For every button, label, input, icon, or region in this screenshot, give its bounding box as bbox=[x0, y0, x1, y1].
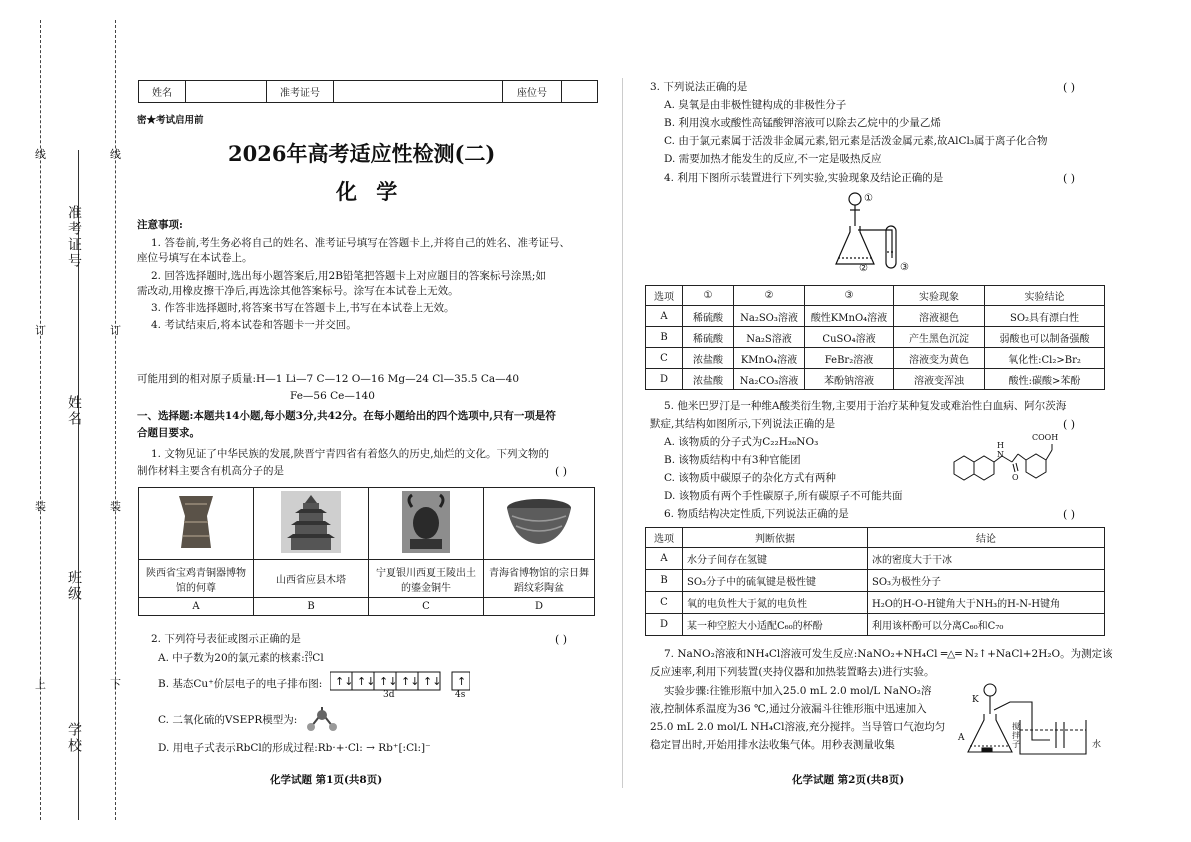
q4-col-conclusion: 实验结论 bbox=[985, 286, 1105, 306]
q1-option-a-image bbox=[139, 488, 254, 560]
cut-label-zhuang: 装 bbox=[35, 500, 46, 513]
notice-item: 4. 考试结束后,将本试卷和答题卡一并交回。 bbox=[151, 319, 357, 332]
q2-option-d-text: D. 用电子式表示RbCl的形成过程:Rb·+·Cl: → Rb⁺[:Cl:]⁻ bbox=[158, 742, 431, 754]
q6-cell: B bbox=[646, 570, 683, 592]
notice-block bbox=[137, 218, 597, 334]
cut-label-zhuang-2: 装 bbox=[110, 500, 121, 513]
q6-cell: 氧的电负性大于氮的电负性 bbox=[683, 592, 868, 614]
q5-answer-paren[interactable]: ( ) bbox=[1063, 418, 1076, 431]
tamibarotene-structure-icon bbox=[946, 432, 1076, 500]
q6-cell: 某一种空腔大小适配C₆₀的杯酚 bbox=[683, 614, 868, 636]
orbital-diagram bbox=[330, 671, 470, 707]
q7-label-a: A bbox=[958, 733, 965, 743]
q7-line-2: 反应速率,利用下列装置(夹持仪器和加热装置略去)进行实验。 bbox=[650, 666, 935, 678]
q4-cell: 稀硫酸 bbox=[683, 327, 734, 348]
q1-option-b-image bbox=[254, 488, 369, 560]
water-displacement-apparatus-icon bbox=[960, 680, 1090, 760]
orbital-diagram-svg bbox=[330, 671, 470, 703]
bronze-vessel-icon bbox=[171, 492, 221, 552]
orbital-label-3d: 3d bbox=[383, 690, 395, 700]
q6-cell: 冰的密度大于干冰 bbox=[868, 548, 1105, 570]
q4-cell: 苯酚钠溶液 bbox=[805, 369, 894, 390]
margin-field-exam-number: 准考证号 bbox=[66, 205, 82, 269]
binding-margin bbox=[0, 0, 130, 842]
header-field-exam-number: 准考证号 bbox=[267, 81, 334, 103]
q4-cell: C bbox=[646, 348, 683, 369]
q7-line-6: 稳定冒出时,开始用排水法收集气体。用秒表测量收集 bbox=[650, 739, 895, 751]
q7-line-5: 25.0 mL 2.0 mol/L NH₄Cl溶液,充分搅拌。当导管口气泡均匀 bbox=[650, 721, 946, 733]
painted-pottery-basin-icon bbox=[504, 496, 574, 548]
q4-stem: 4. 利用下图所示装置进行下列实验,实验现象及结论正确的是 bbox=[664, 172, 944, 184]
q2-stem: 2. 下列符号表征或图示正确的是 bbox=[151, 633, 301, 645]
subject-title: 化 学 bbox=[336, 179, 404, 204]
q7-apparatus bbox=[960, 680, 1090, 764]
atomic-mass-line-1: 可能用到的相对原子质量:H—1 Li—7 C—12 O—16 Mg—24 Cl—35.5 Ca—40 bbox=[137, 373, 520, 385]
notice-item: 1. 答卷前,考生务必将自己的姓名、准考证号填写在答题卡上,并将自己的姓名、准考证号、 bbox=[151, 237, 571, 250]
q4-cell: 酸性KMnO₄溶液 bbox=[805, 306, 894, 327]
notice-item: 座位号填写在本试卷上。 bbox=[137, 252, 253, 265]
q1-answer-paren[interactable]: ( ) bbox=[555, 465, 568, 478]
q4-cell: Na₂CO₃溶液 bbox=[734, 369, 805, 390]
q6-cell: 水分子间存在氢键 bbox=[683, 548, 868, 570]
q4-col-1: ① bbox=[683, 286, 734, 306]
wooden-pagoda-icon bbox=[281, 491, 341, 553]
q4-cell: 产生黑色沉淀 bbox=[894, 327, 985, 348]
q4-col-phenomenon: 实验现象 bbox=[894, 286, 985, 306]
structure-label-h: H bbox=[997, 441, 1004, 450]
page-1-footer: 化学试题 第1页(共8页) bbox=[270, 774, 383, 786]
q2-option-a bbox=[158, 651, 324, 666]
q7-label-water: 水 bbox=[1092, 740, 1102, 750]
structure-label-o: O bbox=[1012, 473, 1019, 482]
q6-cell: SO₃分子中的硫氧键是极性键 bbox=[683, 570, 868, 592]
q7-line-1: 7. NaNO₂溶液和NH₄Cl溶液可发生反应:NaNO₂+NH₄Cl ═△═ N₂↑+NaCl+2H₂O。为测定该 bbox=[664, 648, 1113, 660]
section-1-line-1: 一、选择题:本题共14小题,每小题3分,共42分。在每小题给出的四个选项中,只有一项是符 bbox=[137, 410, 556, 422]
q4-cell: 浓盐酸 bbox=[683, 369, 734, 390]
q7-line-3: 实验步骤:往锥形瓶中加入25.0 mL 2.0 mol/L NaNO₂溶 bbox=[664, 685, 932, 697]
header-field-name: 姓名 bbox=[139, 81, 186, 103]
q2-option-c-text: C. 二氧化硫的VSEPR模型为: bbox=[158, 714, 298, 726]
q6-stem: 6. 物质结构决定性质,下列说法正确的是 bbox=[664, 508, 849, 520]
q4-label-3: ③ bbox=[900, 262, 909, 273]
q7-label-k: K bbox=[972, 695, 979, 705]
q6-cell: H₂O的H-O-H键角大于NH₃的H-N-H键角 bbox=[868, 592, 1105, 614]
header-field-seat: 座位号 bbox=[503, 81, 562, 103]
svg-text:↑↓: ↑↓ bbox=[379, 675, 398, 688]
margin-field-class: 班级 bbox=[66, 570, 82, 602]
secret-mark: 密★考试启用前 bbox=[137, 115, 204, 126]
q7-line-4: 液,控制体系温度为36 ℃,通过分液漏斗往锥形瓶中迅速加入 bbox=[650, 703, 927, 715]
q2-option-a-symbol: Cl bbox=[312, 652, 324, 664]
notice-item: 3. 作答非选择题时,将答案书写在答题卡上,书写在本试卷上无效。 bbox=[151, 302, 455, 315]
margin-field-school: 学校 bbox=[66, 722, 82, 754]
orbital-label-4s: 4s bbox=[455, 690, 466, 700]
q4-cell: Na₂S溶液 bbox=[734, 327, 805, 348]
q4-cell: 酸性:碳酸>苯酚 bbox=[985, 369, 1105, 390]
q4-label-1: ① bbox=[864, 193, 873, 204]
margin-dashed-line-left bbox=[40, 20, 41, 820]
svg-text:↑↓: ↑↓ bbox=[335, 675, 354, 688]
q2-option-a-number: 17 bbox=[304, 657, 313, 664]
q4-col-option: 选项 bbox=[646, 286, 683, 306]
cut-label-line-2: 线 bbox=[110, 148, 121, 161]
svg-text:↑↓: ↑↓ bbox=[357, 675, 376, 688]
q1-option-c-image bbox=[369, 488, 484, 560]
svg-text:↑: ↑ bbox=[457, 675, 467, 688]
cut-label-shang: 上 bbox=[35, 678, 46, 691]
header-info-table bbox=[138, 80, 598, 103]
page-divider bbox=[622, 78, 623, 788]
q2-option-a-text: A. 中子数为20的氯元素的核素: bbox=[158, 652, 305, 664]
q1-option-c-letter[interactable]: C bbox=[369, 598, 484, 616]
cut-label-xia: 下 bbox=[110, 678, 121, 691]
notice-item: 2. 回答选择题时,选出每小题答案后,用2B铅笔把答题卡上对应题目的答案标号涂黑;如 bbox=[151, 269, 546, 282]
cut-label-ding-2: 订 bbox=[110, 324, 121, 337]
q5-stem-line-1: 5. 他米巴罗汀是一种维A酸类衍生物,主要用于治疗某种复发或难治性白血病、阿尔茨海 bbox=[664, 400, 1067, 412]
exam-title: 2026年高考适应性检测(二) bbox=[228, 141, 496, 166]
q1-option-d-letter[interactable]: D bbox=[484, 598, 595, 616]
gilded-bronze-ox-icon bbox=[402, 491, 450, 553]
q4-cell: SO₂具有漂白性 bbox=[985, 306, 1105, 327]
q6-cell: 利用该杯酚可以分离C₆₀和C₇₀ bbox=[868, 614, 1105, 636]
header-field-exam-number-blank[interactable] bbox=[334, 81, 503, 103]
cut-label-line: 线 bbox=[35, 148, 46, 161]
header-field-seat-blank[interactable] bbox=[562, 81, 598, 103]
q4-cell: KMnO₄溶液 bbox=[734, 348, 805, 369]
q1-stem-line-1: 1. 文物见证了中华民族的发展,陕晋宁青四省有着悠久的历史,灿烂的文化。下列文物的 bbox=[151, 448, 550, 460]
q6-col-conclusion: 结论 bbox=[868, 528, 1105, 548]
q1-option-table bbox=[138, 487, 595, 616]
page-2-footer: 化学试题 第2页(共8页) bbox=[792, 774, 905, 786]
q1-option-b-caption: 山西省应县木塔 bbox=[254, 560, 369, 598]
q1-option-d-image bbox=[484, 488, 595, 560]
q1-stem-line-2: 制作材料主要含有机高分子的是 bbox=[137, 465, 284, 477]
margin-field-name: 姓名 bbox=[66, 395, 82, 427]
q4-cell: CuSO₄溶液 bbox=[805, 327, 894, 348]
q6-table bbox=[645, 527, 1105, 636]
margin-dashed-line-right bbox=[115, 20, 116, 820]
q4-cell: 弱酸也可以制备强酸 bbox=[985, 327, 1105, 348]
atomic-mass-line-2: Fe—56 Ce—140 bbox=[290, 390, 375, 402]
q5-option-b: B. 该物质结构中有3种官能团 bbox=[664, 454, 801, 466]
q4-table bbox=[645, 285, 1105, 390]
structure-label-cooh: COOH bbox=[1032, 433, 1059, 442]
q1-option-c-caption: 宁夏银川西夏王陵出土的鎏金铜牛 bbox=[369, 560, 484, 598]
q4-cell: A bbox=[646, 306, 683, 327]
q4-col-2: ② bbox=[734, 286, 805, 306]
svg-text:↑↓: ↑↓ bbox=[401, 675, 420, 688]
q4-answer-paren[interactable]: ( ) bbox=[1063, 172, 1076, 185]
q6-cell: C bbox=[646, 592, 683, 614]
q7-label-stir-bar: 搅拌子 bbox=[1012, 722, 1020, 749]
q3-option-b: B. 利用溴水或酸性高锰酸钾溶液可以除去乙烷中的少量乙烯 bbox=[664, 117, 941, 129]
q4-cell: 稀硫酸 bbox=[683, 306, 734, 327]
q1-option-a-caption: 陕西省宝鸡青铜器博物馆的何尊 bbox=[139, 560, 254, 598]
notice-item: 需改动,用橡皮擦干净后,再选涂其他答案标号。涂写在本试卷上无效。 bbox=[137, 284, 459, 297]
q3-stem: 3. 下列说法正确的是 bbox=[650, 81, 748, 93]
vsepr-model bbox=[305, 705, 339, 737]
q6-cell: D bbox=[646, 614, 683, 636]
header-field-name-blank[interactable] bbox=[186, 81, 267, 103]
svg-text:↑↓: ↑↓ bbox=[423, 675, 442, 688]
q4-cell: Na₂SO₃溶液 bbox=[734, 306, 805, 327]
q4-cell: FeBr₂溶液 bbox=[805, 348, 894, 369]
section-1-line-2: 合题目要求。 bbox=[137, 427, 200, 439]
q5-option-c: C. 该物质中碳原子的杂化方式有两种 bbox=[664, 472, 836, 484]
q2-option-a-mass: 20 bbox=[304, 651, 313, 658]
q3-option-d: D. 需要加热才能发生的反应,不一定是吸热反应 bbox=[664, 153, 882, 165]
q4-cell: 氧化性:Cl₂>Br₂ bbox=[985, 348, 1105, 369]
q6-col-basis: 判断依据 bbox=[683, 528, 868, 548]
q6-answer-paren[interactable]: ( ) bbox=[1063, 508, 1076, 521]
q3-option-c: C. 由于氯元素属于活泼非金属元素,铝元素是活泼金属元素,故AlCl₃属于离子化合物 bbox=[664, 135, 1048, 147]
q4-cell: 浓盐酸 bbox=[683, 348, 734, 369]
q4-cell: D bbox=[646, 369, 683, 390]
q4-cell: B bbox=[646, 327, 683, 348]
tamibarotene-structure bbox=[946, 432, 1076, 504]
q1-option-a-letter[interactable]: A bbox=[139, 598, 254, 616]
notice-heading: 注意事项: bbox=[137, 219, 183, 231]
q4-cell: 溶液变浑浊 bbox=[894, 369, 985, 390]
q4-label-2: ② bbox=[859, 263, 868, 274]
q5-stem-line-2: 默症,其结构如图所示,下列说法正确的是 bbox=[650, 418, 836, 430]
q5-option-a: A. 该物质的分子式为C₂₂H₂₆NO₃ bbox=[664, 436, 819, 448]
q4-cell: 溶液变为黄色 bbox=[894, 348, 985, 369]
q6-cell: A bbox=[646, 548, 683, 570]
q2-option-b-text: B. 基态Cu⁺价层电子的电子排布图: bbox=[158, 678, 323, 690]
q5-option-d: D. 该物质有两个手性碳原子,所有碳原子不可能共面 bbox=[664, 490, 903, 502]
q1-option-b-letter[interactable]: B bbox=[254, 598, 369, 616]
q1-option-d-caption: 青海省博物馆的宗日舞蹈纹彩陶盆 bbox=[484, 560, 595, 598]
q6-col-option: 选项 bbox=[646, 528, 683, 548]
q4-col-3: ③ bbox=[805, 286, 894, 306]
q4-cell: 溶液褪色 bbox=[894, 306, 985, 327]
q3-option-a: A. 臭氧是由非极性键构成的非极性分子 bbox=[664, 99, 847, 111]
structure-label-n: N bbox=[997, 450, 1004, 459]
q2-answer-paren[interactable]: ( ) bbox=[555, 633, 568, 646]
cut-label-ding: 订 bbox=[35, 324, 46, 337]
q6-cell: SO₃为极性分子 bbox=[868, 570, 1105, 592]
vsepr-model-icon bbox=[305, 705, 339, 733]
q3-answer-paren[interactable]: ( ) bbox=[1063, 81, 1076, 94]
